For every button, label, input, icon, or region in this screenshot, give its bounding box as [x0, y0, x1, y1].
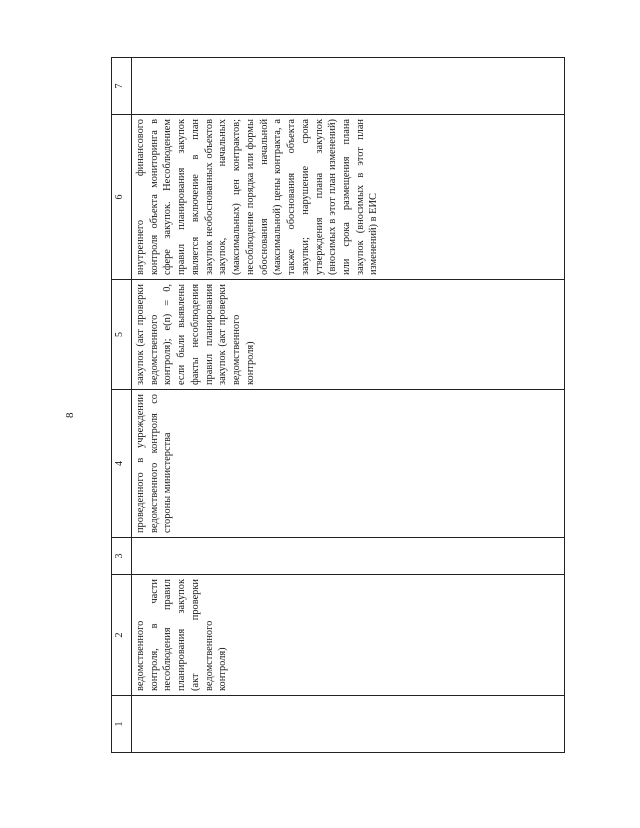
cell-3	[132, 538, 565, 575]
column-header-7: 7	[112, 58, 132, 115]
criteria-table	[111, 57, 565, 753]
cell-4: проведенного в учреждении ведомственного контроля со стороны министерства	[132, 390, 565, 538]
rotated-table-wrapper	[111, 58, 565, 753]
column-header-3: 3	[112, 538, 132, 575]
cell-6: внутреннего финансового контроля объекта мониторинга в сфере закупок. Несоблюдением правил планирования закупок является включение в план закупок необоснованных объектов закупок, начальных (максимальных) цен контрактов; несоблюдение порядка или формы обоснования начальной (максимальной) цены контракта, а также обоснования объекта закупки; нарушение срока утверждения плана закупок (вносимых в этот план изменений) или срока размещения плана закупок (вносимых в этот план изменений) в ЕИС	[132, 115, 565, 280]
table-row	[132, 58, 565, 753]
column-header-6: 6	[112, 115, 132, 280]
column-header-4: 4	[112, 390, 132, 538]
cell-1	[132, 696, 565, 753]
header-row	[112, 58, 132, 753]
page-number: 8	[64, 412, 76, 418]
column-header-5: 5	[112, 280, 132, 390]
cell-2: ведомственного контроля, в части несоблюдения правил планирования закупок (акт проверки ведомственного контроля)	[132, 575, 565, 696]
column-header-2: 2	[112, 575, 132, 696]
column-header-1: 1	[112, 696, 132, 753]
cell-5: закупок (акт проверки ведомственного контроля); e(n) = 0, если были выявлены факты несоблюдения правил планирования закупок (акт проверки ведомственного контроля)	[132, 280, 565, 390]
cell-7	[132, 58, 565, 115]
